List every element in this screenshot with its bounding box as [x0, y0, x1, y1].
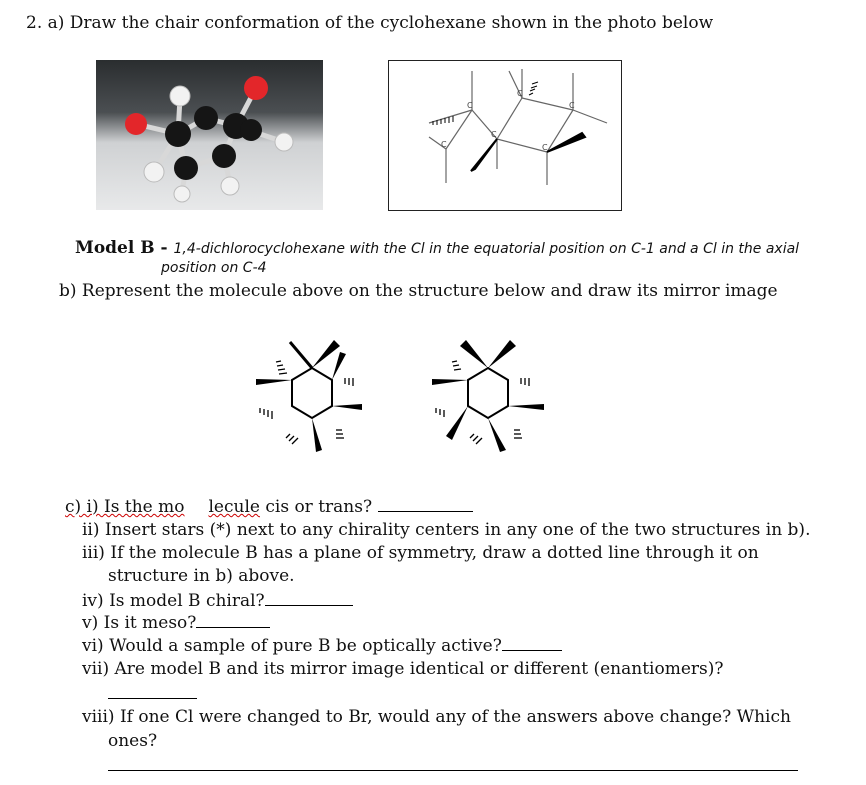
q-c-vi-text: vi) Would a sample of pure B be optically active? — [82, 636, 502, 656]
carbon-label: C — [491, 130, 497, 139]
model-b-dash: - — [154, 238, 174, 258]
hexagon-left-icon — [250, 330, 370, 458]
model-b-line1 — [75, 238, 799, 258]
question-2a: 2. a) Draw the chair conformation of the cyclohexane shown in the photo below — [26, 13, 714, 33]
hexagon-structure-right — [426, 330, 550, 458]
answer-blank-c-viii[interactable] — [108, 769, 798, 771]
answer-blank-c-v[interactable] — [196, 626, 270, 628]
model-b-description-cont: position on C-4 — [161, 260, 267, 276]
chair-conformation-icon — [389, 61, 621, 210]
molecular-model-photo — [96, 60, 323, 210]
hexagon-right-icon — [426, 330, 550, 458]
carbon-label: C — [542, 143, 548, 152]
carbon-label: C — [517, 89, 523, 98]
q-c-i-part1: c) i) Is the mo — [65, 497, 185, 517]
q-c-i-part2: lecule — [208, 497, 260, 517]
question-b: b) Represent the molecule above on the structure below and draw its mirror image — [59, 281, 778, 301]
q-c-v-text: v) Is it meso? — [82, 613, 197, 633]
question-c-vii: vii) Are model B and its mirror image identical or different (enantiomers)? — [82, 659, 724, 679]
q-c-i-part3: cis or trans? — [259, 497, 373, 517]
q-c-iv-text: iv) Is model B chiral? — [82, 591, 265, 611]
carbon-label: C — [569, 101, 575, 110]
question-c-viii: viii) If one Cl were changed to Br, would any of the answers above change? Which — [82, 707, 791, 727]
question-c-v — [82, 613, 270, 633]
molecule-model-icon — [96, 60, 323, 210]
question-c-viii-cont: ones? — [108, 731, 158, 751]
answer-blank-c-vii[interactable] — [108, 697, 197, 699]
model-b-description: 1,4-dichlorocyclohexane with the Cl in the equatorial position on C-1 and a Cl in the axial — [173, 241, 800, 257]
answer-blank-c-vi[interactable] — [502, 649, 562, 651]
answer-blank-c-i[interactable] — [378, 510, 473, 512]
chair-conformation-frame — [388, 60, 622, 211]
question-c-ii: ii) Insert stars (*) next to any chirality centers in any one of the two structures in b). — [82, 520, 811, 540]
question-c-i — [65, 497, 473, 517]
answer-blank-c-iv[interactable] — [265, 604, 353, 606]
oxygen-atom-right — [244, 76, 268, 100]
question-c-vi — [82, 636, 562, 656]
oxygen-atom-left — [125, 113, 147, 135]
carbon-label: C — [441, 140, 447, 149]
question-c-iii: iii) If the molecule B has a plane of symmetry, draw a dotted line through it on — [82, 543, 759, 563]
question-c-iii-cont: structure in b) above. — [108, 566, 295, 586]
hexagon-structure-left — [250, 330, 370, 458]
model-b-label: Model B — [75, 238, 155, 258]
carbon-label: C — [467, 101, 473, 110]
question-c-iv — [82, 591, 353, 611]
